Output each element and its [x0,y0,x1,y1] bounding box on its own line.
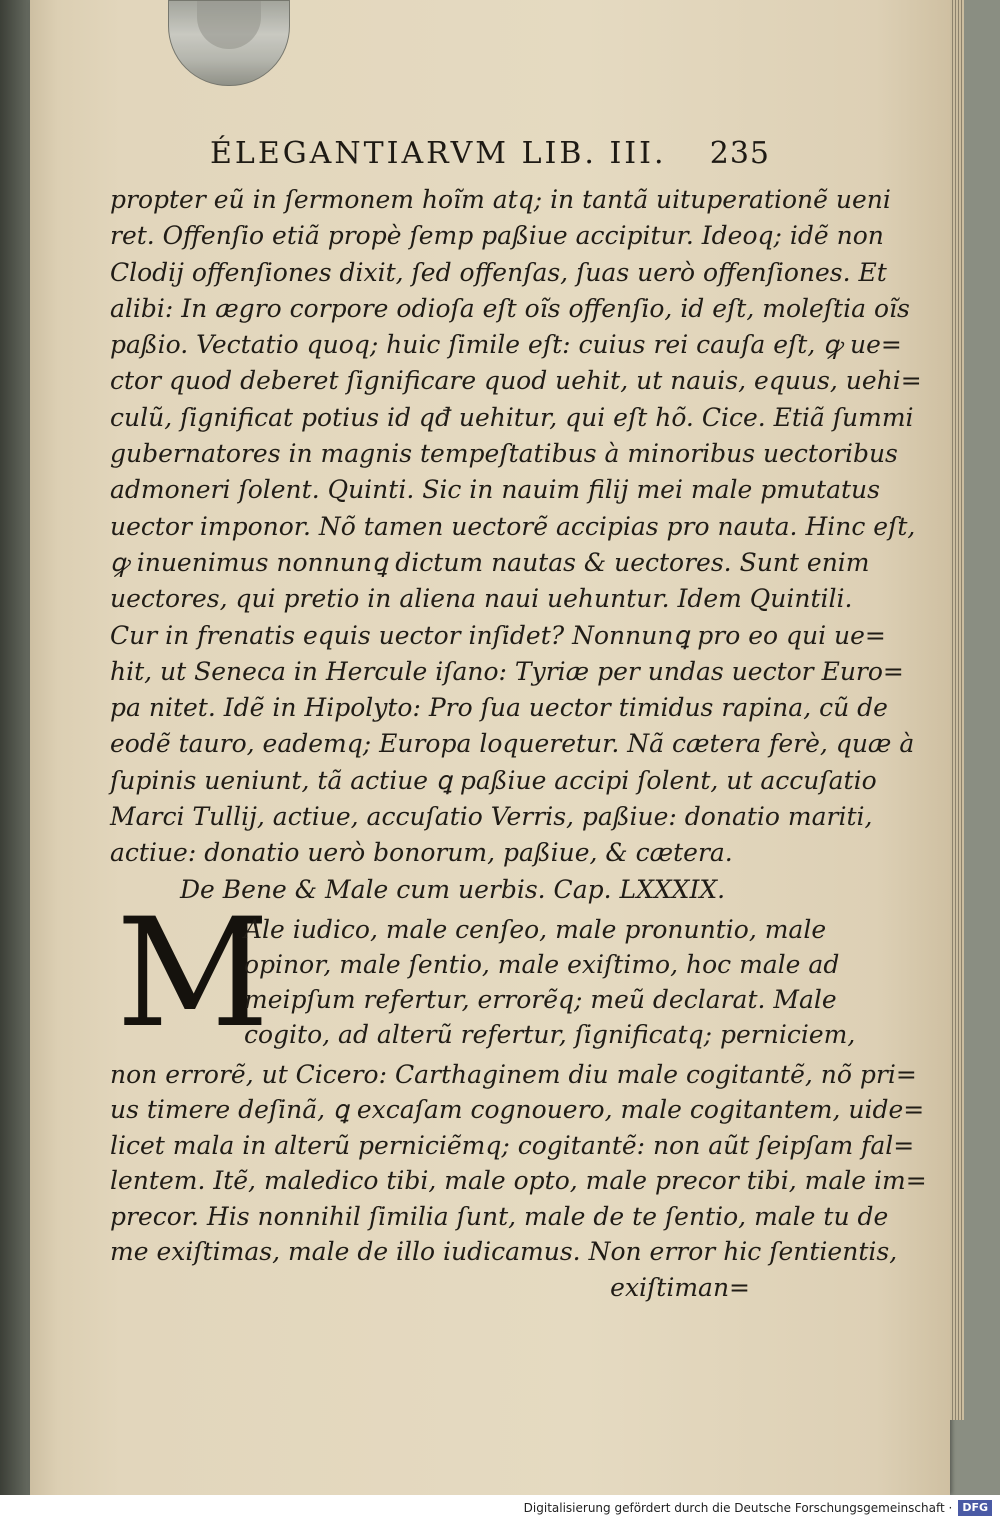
footer-credit: Digitalisierung gefördert durch die Deutsche Forschungsgemeinschaft · [523,1500,953,1515]
dfg-logo: DFG [958,1500,992,1516]
text-line: paßio. Vectatio quoq; huic ſimile eſt: cuius rei cauſa eſt, ꝙ ue= [110,330,902,360]
text-line: gubernatores in magnis tempeſtatibus à minoribus uectoribus [110,439,898,469]
text-line: opinor, male ſentio, male exiſtimo, hoc male ad [244,949,840,979]
text-line: hit, ut Seneca in Hercule iſano: Tyriæ per undas uector Euro= [110,656,904,686]
text-line: ret. Offenſio etiã propè ſemp paßiue accipitur. Ideoq; idẽ non [110,221,884,251]
text-line: admoneri ſolent. Quinti. Sic in nauim filij mei male pmutatus [110,475,880,505]
text-line: us timere deſinã, ꝗ excaſam cognouero, male cogitantem, uide= [110,1095,925,1125]
text-line: ſupinis ueniunt, tã actiue ꝗ paßiue accipi ſolent, ut accuſatio [110,765,877,795]
catchword: exiſtiman= [610,1272,750,1302]
text-line: ꝙ inuenimus nonnunꝗ dictum nautas & uectores. Sunt enim [110,547,870,577]
page-text [110,182,927,1305]
text-line: Marci Tullij, actiue, accuſatio Verris, paßiue: donatio mariti, [110,802,873,832]
text-line: meipſum refertur, errorẽq; meũ declarat. Male [244,984,837,1014]
page-edges [950,0,964,1420]
drop-cap: M [116,886,270,1061]
text-line: uectores, qui pretio in aliena naui uehuntur. Idem Quintili. [110,584,853,614]
page-clip-inner [197,1,261,49]
running-header [210,136,770,180]
text-line: precor. His nonnihil ſimilia ſunt, male de te ſentio, male tu de [110,1201,889,1231]
text-line: uector imponor. Nõ tamen uectorẽ accipias pro nauta. Hinc eſt, [110,511,916,541]
text-line: alibi: In ægro corpore odioſa eſt oı̃s offenſio, id eſt, moleſtia oı̃s [110,293,910,323]
text-line: lentem. Itẽ, maledico tibi, male opto, male precor tibi, male im= [110,1166,927,1196]
drop-cap-lines [244,912,856,1052]
text-line: cogito, ad alterũ refertur, ſignificatq; perniciem, [244,1019,856,1049]
text-line: pa nitet. Idẽ in Hipolyto: Pro ſua uector timidus rapina, cũ de [110,693,888,723]
text-line: Cur in frenatis equis uector inſidet? Nonnunꝗ pro eo qui ue= [110,620,886,650]
after-block [110,1057,927,1306]
text-line: non errorẽ, ut Cicero: Carthaginem diu male cogitantẽ, nõ pri= [110,1059,917,1089]
text-line: culũ, ſignificat potius id qđ uehitur, qui eſt hõ. Cice. Etiã ſummi [110,402,914,432]
running-title: ÉLEGANTIARVM LIB. III. [210,136,667,171]
text-line: actiue: donatio uerò bonorum, paßiue, & cætera. [110,838,733,868]
text-line: ctor quod deberet ſignificare quod uehit, ut nauis, equus, uehi= [110,366,922,396]
text-line: eodẽ tauro, eademq; Europa loqueretur. Nã cætera ferè, quæ à [110,729,915,759]
text-line: Ale iudico, male cenſeo, male pronuntio, male [244,914,827,944]
footer-bar [0,1495,1000,1520]
text-line: propter eũ in ſermonem hoı̃m atq; in tantã uituperationẽ ueni [110,185,891,214]
text-line: me exiſtimas, male de illo iudicamus. Non error hic ſentientis, [110,1237,898,1267]
chapter-heading: De Bene & Male cum uerbis. Cap. LXXXIX. [180,874,726,904]
text-line: Clodij offenſiones dixit, ſed offenſas, ſuas uerò offenſiones. Et [110,257,887,287]
page-number: 235 [709,136,770,171]
text-line: licet mala in alterũ perniciẽmq; cogitantẽ: non aũt ſeipſam fal= [110,1130,915,1160]
body-block [110,182,922,872]
